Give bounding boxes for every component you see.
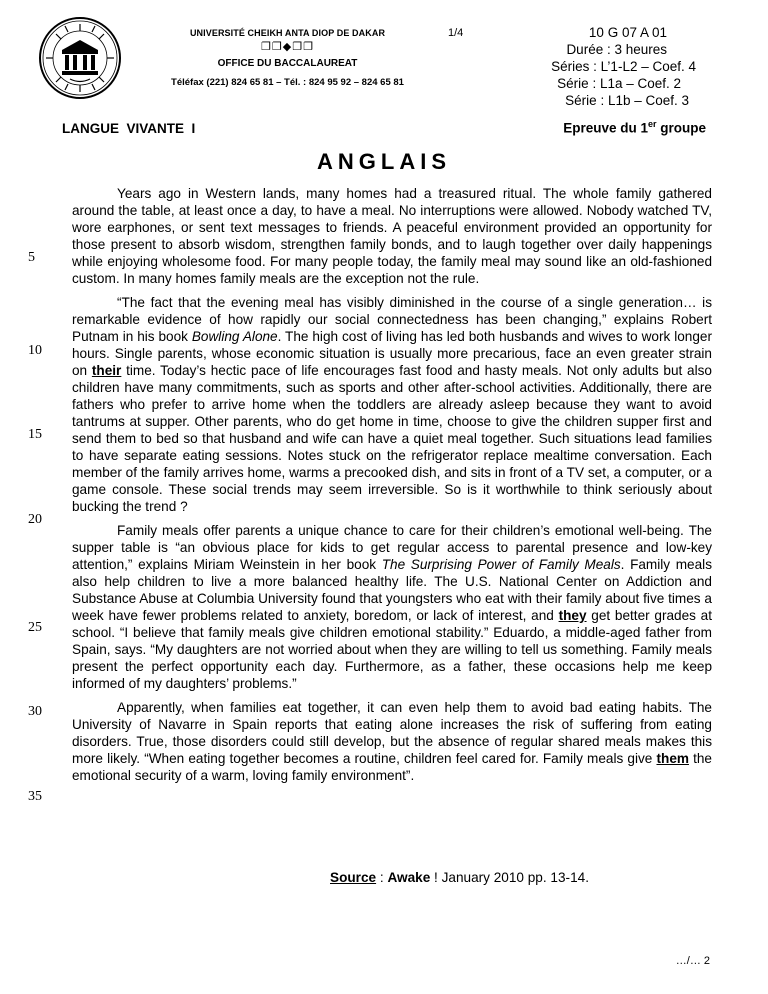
series-line: Séries : L’1-L2 – Coef. 4 [551, 59, 696, 74]
university-name: UNIVERSITÉ CHEIKH ANTA DIOP DE DAKAR [189, 28, 386, 38]
exam-code: 10 G 07 A 01 [588, 25, 667, 40]
exam-group: Epreuve du 1er groupe [563, 119, 706, 136]
paragraph: Family meals offer parents a unique chance to care for their children’s emotional well-being. The supper table is “an obvious place for kids to get regular access to parental presence and low-key attention,” explains Miriam Weinstein in her book The Surprising Power of Family Meals. Family meals also help children to live a more balanced healthy life. The U.S. National Center on Addiction and Substance Abuse at Columbia University found that youngsters who eat with their family about five times a week have fewer problems related to anxiety, boredom, or lack of interest, and they get better grades at school. “I believe that family meals give children emotional stability.” Eduardo, a middle-aged father from Spain, says. “My daughters are not worried about when they are willing to tell us something. Family meals present the perfect opportunity each day. Furthermore, as a father, these occasions help me keep informed of my daughters’ problems.” [72, 523, 713, 691]
book-title: Bowling Alone [191, 329, 278, 345]
book-title: The Surprising Power of Family Meals [381, 557, 621, 573]
header-ornament: ❐❐◆❐❐ [261, 41, 314, 53]
paragraph: Years ago in Western lands, many homes had a treasured ritual. The whole family gathered around the table, at least once a day, to have a meal. No interruptions were allowed. Nobody watched TV, wore earphones, or sent text messages to friends. A peaceful environment provided an opportunity for those present to absorb wisdom, strengthen family bonds, and to laugh together over daily happenings while enjoying wholesome food. For many people today, the family meal may sound like an old-fashioned custom. In many homes family meals are the exception not the rule. [72, 186, 712, 286]
underlined-word: them [656, 751, 689, 766]
series-line: Série : L1a – Coef. 2 [557, 76, 681, 91]
university-seal-icon [38, 16, 122, 100]
line-number: 20 [28, 512, 42, 527]
line-number: 30 [28, 704, 42, 719]
line-number: 35 [28, 789, 42, 804]
paragraph: Apparently, when families eat together, it can even help them to avoid bad eating habits. The University of Navarre in Spain reports that eating alone increases the risk of suffering from eating disorders. True, those disorders could still develop, but the absence of regular shared meals makes this more likely. “When eating together becomes a routine, children feel cared for. Family meals give them the emotional security of a warm, loving family environment”. [72, 700, 712, 783]
paragraph: “The fact that the evening meal has visibly diminished in the course of a single generation… is remarkable evidence of how rapidly our social connectedness has been changing,” explains Robert Putnam in his book Bowling Alone. The high cost of living has led both husbands and wives to work longer hours. Single parents, whose economic situation is usually more precarious, face an even greater strain on their time. Today’s hectic pace of life encourages fast food and hasty meals. Not only adults but also children have many commitments, such as sports and other after-school activities. Additionally, there are fathers who prefer to arrive home when the toddlers are already asleep because they want to avoid tantrums at supper. Other parents, who do get home in time, choose to give the children supper first and send them to bed so that husband and wife can have a quiet meal together. Such situations lead families to have separate eating sessions. Notes stuck on the refrigerator replace mealtime conversation. Each member of the family arrives home, warms a precooked dish, and sits in front of a TV set, a computer, or a game console. These social trends may seem irreversible. So is it worthwhile to think seriously about bucking the trend ? [72, 295, 712, 514]
source-citation: Source : Awake ! January 2010 pp. 13-14. [330, 870, 589, 885]
series-line: Série : L1b – Coef. 3 [565, 93, 689, 108]
subject-label: LANGUE VIVANTE I [62, 121, 196, 136]
line-number: 5 [28, 250, 35, 265]
line-number: 25 [28, 620, 42, 635]
underlined-word: their [91, 363, 122, 379]
passage [72, 186, 712, 792]
contact-info: Téléfax (221) 824 65 81 – Tél. : 824 95 92 – 824 65 81 [171, 77, 404, 88]
office-name: OFFICE DU BACCALAUREAT [217, 58, 358, 69]
exam-duration: Durée : 3 heures [566, 42, 667, 57]
page-continuation: …/… 2 [675, 955, 710, 967]
line-number: 10 [28, 343, 42, 358]
line-number: 15 [28, 427, 42, 442]
underlined-word: they [558, 607, 587, 623]
page-fraction: 1/4 [448, 27, 464, 39]
page-title: ANGLAIS [317, 149, 451, 174]
